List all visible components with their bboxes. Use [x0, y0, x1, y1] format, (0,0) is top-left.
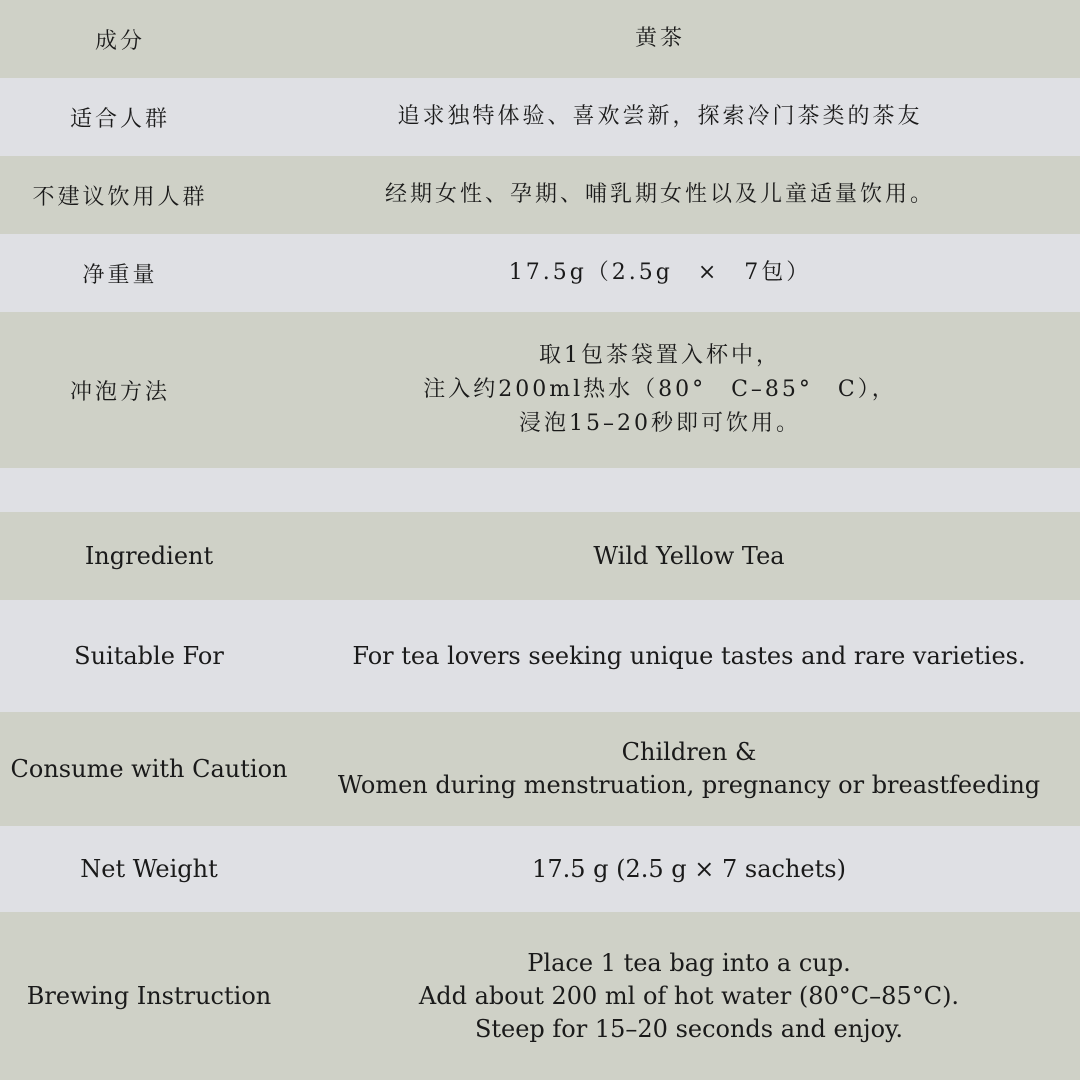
zh-ingredient-value: 黄茶 — [634, 26, 685, 51]
en-row-ingredient — [0, 512, 1080, 600]
zh-suitable-label: 适合人群 — [69, 106, 170, 132]
en-row-caution — [0, 712, 1080, 826]
en-brewing-line: Steep for 15–20 seconds and enjoy. — [474, 1014, 904, 1043]
en-weight-label: Net Weight — [80, 855, 218, 883]
zh-row-suitable — [0, 78, 1080, 156]
section-divider — [0, 468, 1080, 512]
en-row-brewing — [0, 912, 1080, 1080]
zh-suitable-value: 追求独特体验、喜欢尝新，探索冷门茶类的茶友 — [397, 104, 923, 129]
zh-ingredient-label: 成分 — [94, 28, 145, 54]
zh-row-weight — [0, 234, 1080, 312]
en-caution-label: Consume with Caution — [10, 755, 288, 783]
zh-brewing-line: 注入约200ml热水（80° C–85° C）， — [423, 377, 897, 402]
en-brewing-value — [298, 947, 1080, 1046]
zh-brewing-value — [240, 339, 1080, 441]
en-weight-value: 17.5 g (2.5 g × 7 sachets) — [532, 854, 846, 883]
zh-brewing-line: 取1包茶袋置入杯中， — [539, 343, 781, 368]
zh-brewing-line: 浸泡15–20秒即可饮用。 — [519, 411, 801, 436]
en-caution-value — [298, 736, 1080, 802]
zh-row-ingredient — [0, 0, 1080, 78]
zh-caution-label: 不建议饮用人群 — [32, 184, 208, 210]
en-brewing-line: Place 1 tea bag into a cup. — [527, 948, 851, 977]
en-brewing-label: Brewing Instruction — [26, 982, 272, 1010]
zh-brewing-label: 冲泡方法 — [69, 379, 170, 405]
en-suitable-label: Suitable For — [74, 642, 224, 670]
en-caution-line: Women during menstruation, pregnancy or breastfeeding — [337, 771, 1041, 799]
en-row-suitable — [0, 600, 1080, 712]
zh-row-brewing — [0, 312, 1080, 468]
zh-weight-label: 净重量 — [82, 262, 158, 288]
en-suitable-value: For tea lovers seeking unique tastes and rare varieties. — [352, 641, 1026, 670]
zh-caution-value: 经期女性、孕期、哺乳期女性以及儿童适量饮用。 — [384, 182, 935, 207]
zh-row-caution — [0, 156, 1080, 234]
en-brewing-line: Add about 200 ml of hot water (80°C–85°C). — [418, 981, 960, 1010]
en-ingredient-value: Wild Yellow Tea — [593, 541, 785, 570]
en-ingredient-label: Ingredient — [84, 542, 214, 570]
en-row-weight — [0, 826, 1080, 912]
en-caution-line: Children & — [621, 738, 757, 766]
zh-weight-value: 17.5g（2.5g × 7包） — [508, 260, 812, 285]
